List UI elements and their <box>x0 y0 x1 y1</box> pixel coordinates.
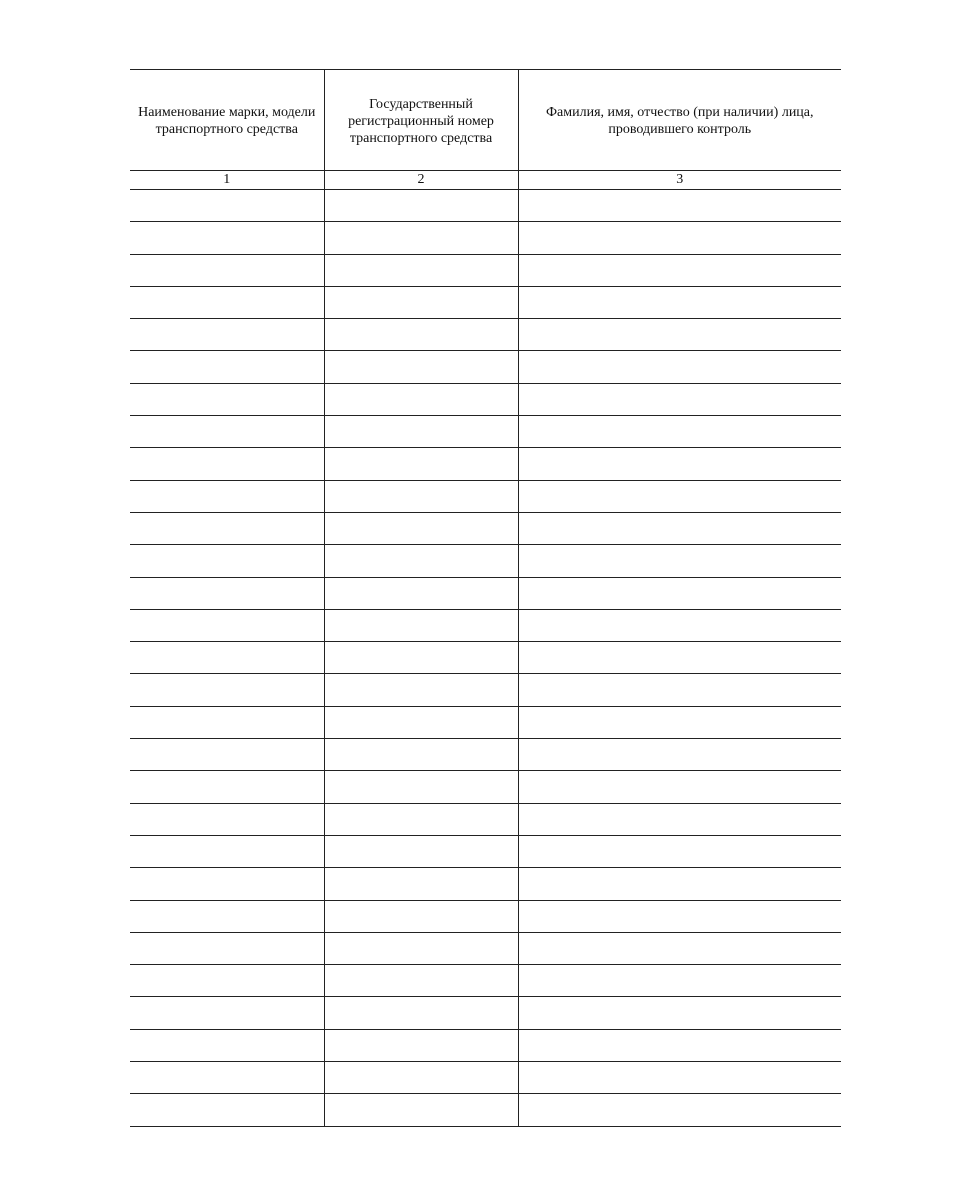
table-cell <box>130 932 324 964</box>
table-cell <box>324 674 518 706</box>
table-cell <box>130 997 324 1029</box>
table-row <box>130 1029 841 1061</box>
table-cell <box>324 577 518 609</box>
table-cell <box>324 286 518 318</box>
table-cell <box>130 319 324 351</box>
table-cell <box>518 642 841 674</box>
table-cell <box>518 480 841 512</box>
table-cell <box>518 190 841 222</box>
table-cell <box>130 512 324 544</box>
table-cell <box>130 642 324 674</box>
table-row <box>130 319 841 351</box>
table-cell <box>324 932 518 964</box>
header-registration-number <box>324 70 518 171</box>
table-row <box>130 739 841 771</box>
table-cell <box>324 254 518 286</box>
table-cell <box>518 545 841 577</box>
table-cell <box>324 1062 518 1094</box>
table-row <box>130 351 841 383</box>
table-cell <box>130 1062 324 1094</box>
table-cell <box>130 1094 324 1126</box>
table-cell <box>324 545 518 577</box>
table-row <box>130 609 841 641</box>
table-cell <box>130 286 324 318</box>
table-row <box>130 416 841 448</box>
header-inspector-name <box>518 70 841 171</box>
table-cell <box>518 512 841 544</box>
table-cell <box>324 997 518 1029</box>
table-cell <box>324 222 518 254</box>
column-number-3: 3 <box>518 171 841 190</box>
table-row <box>130 1094 841 1126</box>
table-cell <box>130 448 324 480</box>
table-cell <box>518 1062 841 1094</box>
table-cell <box>130 416 324 448</box>
table-header-row <box>130 70 841 171</box>
table-cell <box>518 739 841 771</box>
table-row <box>130 965 841 997</box>
table-row <box>130 674 841 706</box>
table-cell <box>130 900 324 932</box>
table-cell <box>518 997 841 1029</box>
table-cell <box>518 448 841 480</box>
table-cell <box>324 900 518 932</box>
table-cell <box>324 319 518 351</box>
table-row <box>130 1062 841 1094</box>
table-row <box>130 383 841 415</box>
header-vehicle-make-model-label: Наименование марки, модели транспортного средства <box>138 105 316 137</box>
header-inspector-name-label: Фамилия, имя, отчество (при наличии) лица, проводившего контроль <box>545 105 814 137</box>
column-number-1: 1 <box>130 171 324 190</box>
table-row <box>130 286 841 318</box>
table-row <box>130 835 841 867</box>
table-cell <box>324 351 518 383</box>
column-number-2: 2 <box>324 171 518 190</box>
header-vehicle-make-model <box>130 70 324 171</box>
table-cell <box>324 642 518 674</box>
table-cell <box>518 771 841 803</box>
table-cell <box>130 739 324 771</box>
table-cell <box>518 351 841 383</box>
table-cell <box>130 965 324 997</box>
table-cell <box>518 609 841 641</box>
table-row <box>130 706 841 738</box>
table-cell <box>324 1094 518 1126</box>
table-row <box>130 512 841 544</box>
table-row <box>130 480 841 512</box>
table-cell <box>518 1094 841 1126</box>
table-cell <box>518 577 841 609</box>
table-cell <box>130 1029 324 1061</box>
table-row <box>130 932 841 964</box>
table-cell <box>324 1029 518 1061</box>
table-cell <box>518 286 841 318</box>
table-cell <box>518 706 841 738</box>
table-cell <box>324 803 518 835</box>
table-cell <box>324 448 518 480</box>
header-registration-number-label: Государственный регистрационный номер транспортного средства <box>348 96 494 146</box>
column-number-row <box>130 171 841 190</box>
table-cell <box>130 609 324 641</box>
table-cell <box>324 416 518 448</box>
table-cell <box>518 222 841 254</box>
table-cell <box>130 771 324 803</box>
table-cell <box>130 480 324 512</box>
table-cell <box>130 577 324 609</box>
table-row <box>130 254 841 286</box>
table-cell <box>518 932 841 964</box>
table-row <box>130 771 841 803</box>
table-row <box>130 803 841 835</box>
table-cell <box>324 868 518 900</box>
table-cell <box>130 674 324 706</box>
table-cell <box>518 803 841 835</box>
table-cell <box>130 351 324 383</box>
table-cell <box>130 383 324 415</box>
table-cell <box>518 383 841 415</box>
table-row <box>130 545 841 577</box>
table-cell <box>518 1029 841 1061</box>
table-row <box>130 997 841 1029</box>
table-cell <box>518 254 841 286</box>
table-row <box>130 900 841 932</box>
table-cell <box>324 383 518 415</box>
table-cell <box>518 868 841 900</box>
table-cell <box>324 739 518 771</box>
table-cell <box>130 222 324 254</box>
table-cell <box>130 545 324 577</box>
table-row <box>130 190 841 222</box>
table-row <box>130 448 841 480</box>
table-cell <box>518 965 841 997</box>
table-row <box>130 222 841 254</box>
table-row <box>130 642 841 674</box>
table-cell <box>518 674 841 706</box>
table-cell <box>518 319 841 351</box>
table-cell <box>130 706 324 738</box>
table-cell <box>324 512 518 544</box>
table-cell <box>324 771 518 803</box>
table-body <box>130 190 841 1127</box>
table-cell <box>324 835 518 867</box>
vehicle-control-log-table <box>130 69 841 1127</box>
table-cell <box>130 835 324 867</box>
table-cell <box>324 609 518 641</box>
table-cell <box>130 190 324 222</box>
table-row <box>130 868 841 900</box>
table-cell <box>324 190 518 222</box>
table-cell <box>518 900 841 932</box>
table-cell <box>518 835 841 867</box>
table-cell <box>324 965 518 997</box>
table-cell <box>324 480 518 512</box>
table-cell <box>518 416 841 448</box>
table-cell <box>130 868 324 900</box>
table-cell <box>324 706 518 738</box>
table-cell <box>130 254 324 286</box>
table-cell <box>130 803 324 835</box>
table-row <box>130 577 841 609</box>
